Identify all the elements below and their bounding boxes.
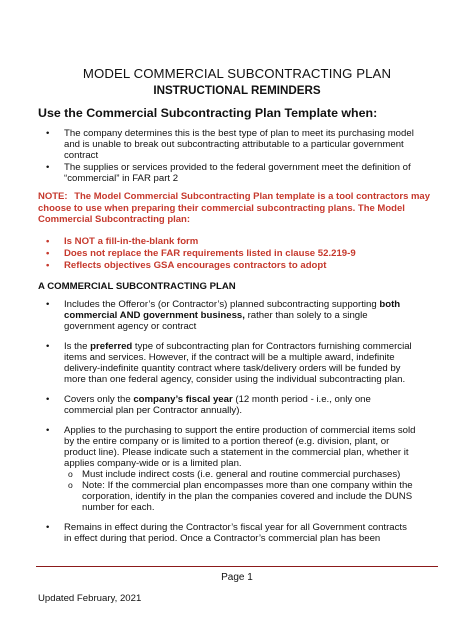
list-item: [64, 425, 416, 513]
sub-list: [82, 469, 416, 513]
item-text: type of subcontracting plan for Contractors furnishing commercial items and services. However, if the contract will be a multiple award, indefinite delivery-indefinite quantity contract where task/delivery orders will be funded by more than one federal agency, consider using the individual subcontracting plan.: [64, 341, 412, 385]
document-subtitle: INSTRUCTIONAL REMINDERS: [153, 84, 321, 97]
item-text: Is the: [64, 341, 91, 352]
list-item: [64, 341, 416, 385]
document-title: MODEL COMMERCIAL SUBCONTRACTING PLAN: [82, 66, 392, 81]
sub-list-item: o Must include indirect costs (i.e. general and routine commercial purchases): [82, 469, 416, 480]
note-text: The Model Commercial Subcontracting Plan template is a tool contractors may choose to use when preparing their commercial subcontracting plans. The Model Commercial Subcontracting plan:: [38, 191, 431, 225]
list-item: • The supplies or services provided to the federal government meet the definition of “commercial” in FAR part 2: [64, 162, 416, 184]
item-emphasis: preferred: [90, 341, 133, 352]
footer-divider: [36, 566, 438, 567]
list-item: [64, 299, 416, 332]
use-section-heading: Use the Commercial Subcontracting Plan Template when:: [38, 106, 378, 120]
list-item: • Does not replace the FAR requirements listed in clause 52.219-9: [64, 248, 416, 259]
sub-list-item: o Note: If the commercial plan encompasses more than one company within the corporation, identify in the plan the companies covered and include the DUNS number for each.: [82, 480, 416, 513]
plan-section-list: [64, 299, 416, 553]
list-item: [64, 394, 416, 416]
list-item: • The company determines this is the best type of plan to meet its purchasing model and is unable to break out subcontracting attributable to a particular government contract: [64, 128, 416, 161]
note-label: NOTE:: [38, 191, 68, 202]
use-section-list: [64, 128, 416, 185]
updated-date: Updated February, 2021: [38, 593, 142, 604]
list-item: [64, 522, 416, 544]
item-text: Applies to the purchasing to support the entire production of commercial items sold by the entire company or is limited to a portion thereof (e.g. division, plant, or product line). Please indicate such a statement in the commercial plan, whether it applies company-wide or is a limited plan.: [64, 425, 416, 469]
item-text: Remains in effect during the Contractor’s fiscal year for all Government contracts in effect during that period. Once a Contractor’s commercial plan has been: [64, 522, 407, 544]
item-text: rather than solely to a single government agency or contract: [64, 310, 368, 332]
note-list: [64, 236, 416, 272]
item-text: Includes the Offeror’s (or Contractor’s) planned subcontracting supporting: [64, 299, 380, 310]
item-text: (12 month period - i.e., only one commercial plan per Contractor annually).: [64, 394, 371, 416]
list-item: • Reflects objectives GSA encourages contractors to adopt: [64, 260, 416, 271]
list-item: • Is NOT a fill-in-the-blank form: [64, 236, 416, 247]
page-number: Page 1: [221, 572, 253, 583]
item-text: Covers only the: [64, 394, 134, 405]
item-emphasis: both commercial AND government business,: [64, 299, 401, 321]
item-emphasis: company’s fiscal year: [133, 394, 233, 405]
note-paragraph: [38, 191, 438, 226]
plan-section-heading: A COMMERCIAL SUBCONTRACTING PLAN: [38, 281, 236, 292]
